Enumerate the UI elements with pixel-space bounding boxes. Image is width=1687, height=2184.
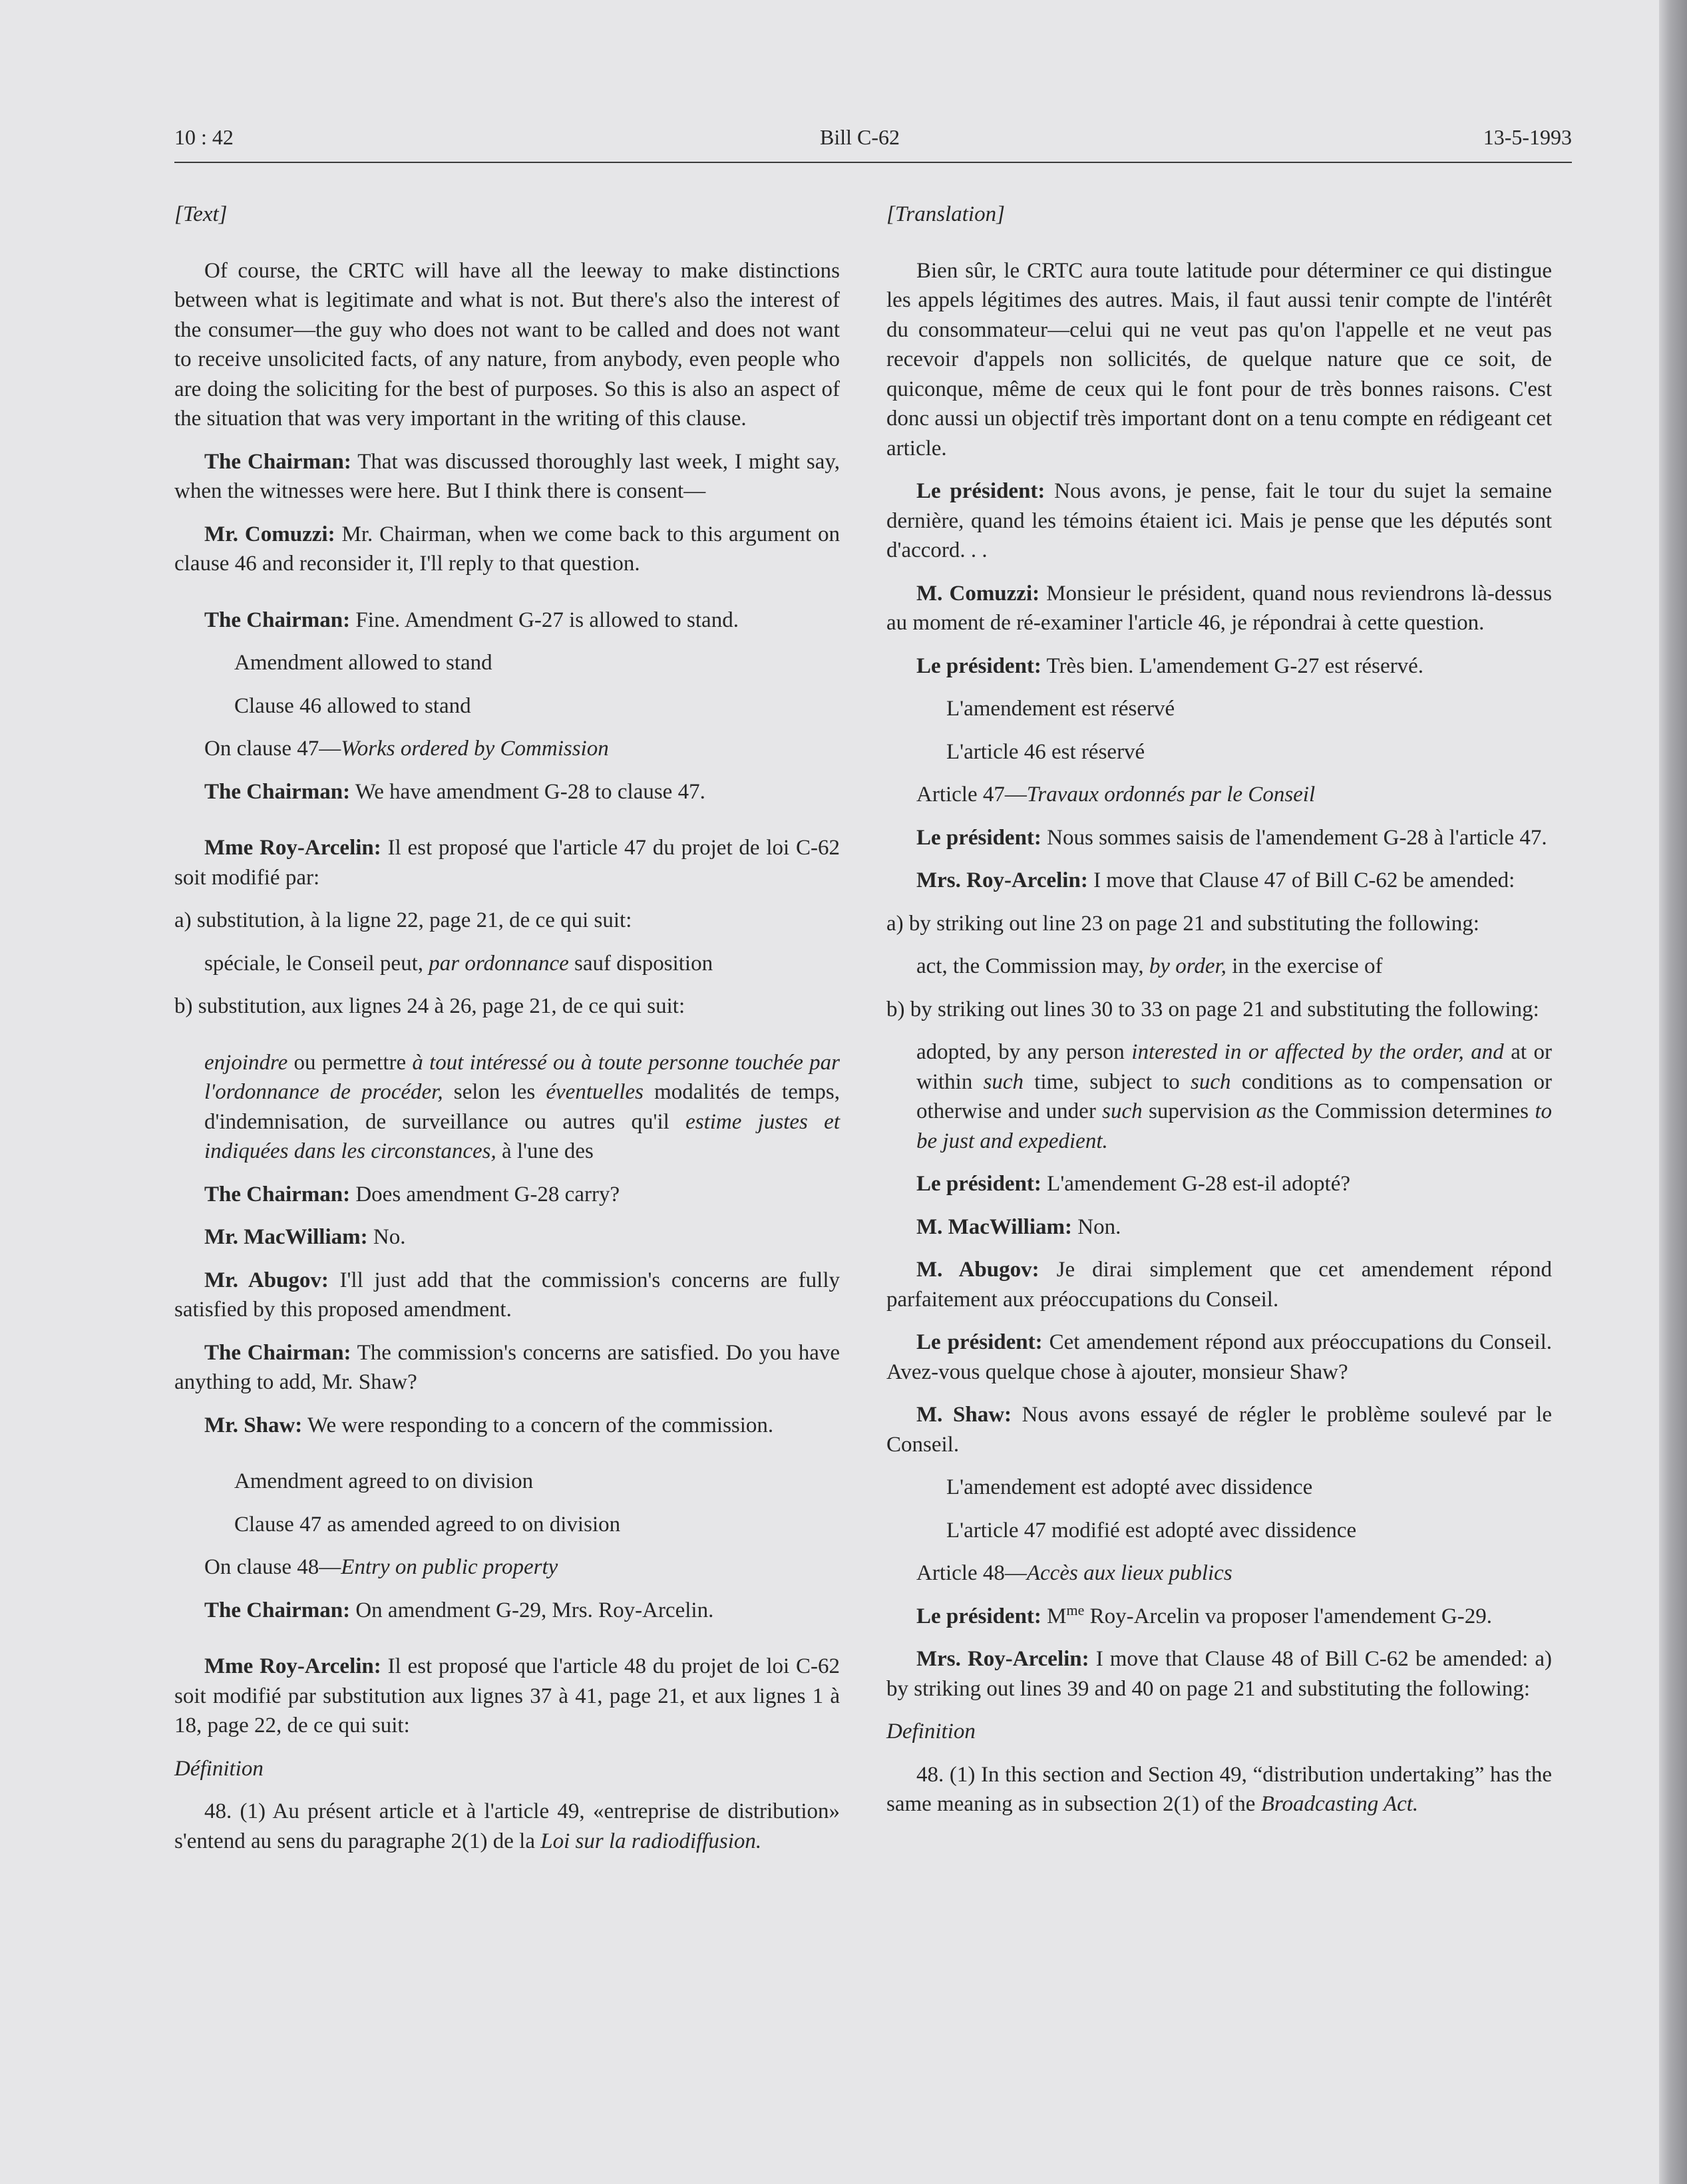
speaker-name: Mrs. Roy-Arcelin: [916,1647,1089,1671]
procedural-line: Clause 47 as amended agreed to on division [234,1512,621,1537]
paragraph: Mr. Abugov: I'll just add that the commission's concerns are fully satisfied by this proposed amendment. [174,1268,840,1322]
speaker-name: Mme Roy-Arcelin: [204,1654,381,1678]
clause-heading: On clause 48—Entry on public property [204,1555,558,1579]
amendment-item: a) by striking out line 23 on page 21 and substituting the following: [886,911,1479,936]
bill-title: Bill C-62 [820,125,900,149]
amendment-item: a) substitution, à la ligne 22, page 21, de ce qui suit: [174,908,632,932]
paragraph: 48. (1) In this section and Section 49, “distribution undertaking” has the same meaning as in subsection 2(1) of the Broadcasting Act. [886,1762,1552,1816]
amendment-text: adopted, by any person interested in or affected by the order, and at or within such time, subject to such conditions as to compensation or otherwise and under such supervision as the Commission determines to be just and expedient. [916,1040,1553,1153]
paragraph: The Chairman: That was discussed thoroughly last week, I might say, when the witnesses were here. But I think there is consent— [174,449,840,503]
paragraph: M. MacWilliam: Non. [916,1214,1121,1239]
header-date: 13-5-1993 [1483,125,1572,149]
speaker-name: The Chairman: [204,779,351,804]
speaker-name: Le président: [916,1604,1041,1628]
paragraph: Mr. MacWilliam: No. [204,1225,406,1249]
speaker-name: Le président: [916,479,1045,503]
paragraph: M. Comuzzi: Monsieur le président, quand nous reviendrons là-dessus au moment de ré-examiner l'article 46, je répondrai à cette question. [886,581,1552,635]
right-column [886,200,1552,1819]
speaker-name: Le président: [916,1172,1041,1196]
speaker-name: M. MacWilliam: [916,1214,1072,1239]
left-column [174,200,840,1856]
paragraph: M. Abugov: Je dirai simplement que cet amendement répond parfaitement aux préoccupations du Conseil. [886,1258,1553,1312]
paragraph: M. Shaw: Nous avons essayé de régler le problème soulevé par le Conseil. [886,1403,1552,1457]
procedural-line: L'amendement est réservé [946,697,1175,721]
paragraph: Le président: Nous sommes saisis de l'amendement G-28 à l'article 47. [916,825,1547,850]
paragraph: Mrs. Roy-Arcelin: I move that Clause 48 of Bill C-62 be amended: a) by striking out lines 39 and 40 on page 21 and substituting the following: [886,1647,1553,1701]
speaker-name: Le président: [916,1330,1043,1354]
page-edge-shadow [1659,0,1687,2184]
procedural-line: L'article 46 est réservé [946,739,1145,764]
speaker-name: The Chairman: [204,608,351,632]
paragraph: The Chairman: Fine. Amendment G-27 is allowed to stand. [204,608,739,632]
procedural-line: Amendment allowed to stand [234,651,492,675]
speaker-name: Le président: [916,825,1041,850]
amendment-item: b) by striking out lines 30 to 33 on page 21 and substituting the following: [886,997,1539,1021]
speaker-name: Mr. Abugov: [204,1268,329,1292]
clause-heading: Article 47—Travaux ordonnés par le Conseil [916,783,1316,807]
speaker-name: The Chairman: [204,1340,351,1365]
speaker-name: The Chairman: [204,449,351,474]
paragraph: Mme Roy-Arcelin: Il est proposé que l'article 48 du projet de loi C-62 soit modifié par substitution aux lignes 37 à 41, page 21, et aux lignes 1 à 18, page 22, de ce qui suit: [174,1654,840,1737]
speaker-name: M. Shaw: [916,1403,1012,1427]
paragraph: Le président: Nous avons, je pense, fait le tour du sujet la semaine dernière, quand les témoins étaient ici. Mais je pense que les députés sont d'accord. . . [886,479,1552,562]
translation-label: [Translation] [886,202,1005,226]
paragraph: The Chairman: On amendment G-29, Mrs. Roy-Arcelin. [204,1598,714,1622]
paragraph: Mr. Comuzzi: Mr. Chairman, when we come back to this argument on clause 46 and reconsider it, I'll reply to that question. [174,522,840,576]
paragraph: The Chairman: The commission's concerns are satisfied. Do you have anything to add, Mr. Shaw? [174,1340,841,1394]
speaker-name: M. Abugov: [916,1258,1039,1282]
amendment-item: b) substitution, aux lignes 24 à 26, page 21, de ce qui suit: [174,994,685,1018]
speaker-name: The Chairman: [204,1182,351,1206]
procedural-line: L'amendement est adopté avec dissidence [946,1475,1313,1499]
paragraph: Le président: L'amendement G-28 est-il adopté? [916,1172,1351,1196]
procedural-line: Amendment agreed to on division [234,1469,534,1493]
page-header [174,125,1572,165]
amendment-text: enjoindre ou permettre à tout intéressé ou à toute personne touchée par l'ordonnance de procéder, selon les éventuelles modalités de temps, d'indemnisation, de surveillance ou autres qu'il estime justes et indiquées dans les circonstances, à l'une des [204,1050,840,1163]
speaker-name: Mr. Shaw: [204,1413,303,1437]
procedural-line: L'article 47 modifié est adopté avec dissidence [946,1518,1357,1543]
page-number: 10 : 42 [174,125,234,149]
amendment-text: act, the Commission may, by order, in the exercise of [916,954,1383,978]
paragraph: Mr. Shaw: We were responding to a concern of the commission. [204,1413,774,1437]
paragraph: The Chairman: Does amendment G-28 carry? [204,1182,620,1206]
paragraph: Le président: $M^{me}$ Roy-Arcelin va proposer l'amendement G-29. [916,1601,1492,1628]
speaker-name: The Chairman: [204,1598,351,1622]
section-heading: Définition [174,1756,264,1781]
paragraph: Bien sûr, le CRTC aura toute latitude pour déterminer ce qui distingue les appels légitimes des autres. Mais, il faut aussi tenir compte de l'intérêt du consommateur—celui qui ne veut pas qu'on l'appelle et ne veut pas recevoir d'appels non sollicités, de quelque nature que ce soit, de quiconque, même de ceux qui le font pour de très bonnes raisons. C'est donc aussi un objectif très important dont on a tenu compte en rédigeant cet article. [886,258,1552,460]
speaker-name: Mme Roy-Arcelin: [204,836,381,860]
speaker-name: Mr. Comuzzi: [204,522,335,546]
paragraph: Le président: Cet amendement répond aux préoccupations du Conseil. Avez-vous quelque chose à ajouter, monsieur Shaw? [886,1330,1552,1384]
header-rule [174,162,1572,163]
paragraph: Of course, the CRTC will have all the leeway to make distinctions between what is legitimate and what is not. But there's also the interest of the consumer—the guy who does not want to be called and does not want to receive unsolicited facts, of any nature, from anybody, even people who are doing the soliciting for the best of purposes. So this is also an aspect of the situation that was very important in the writing of this clause. [174,258,840,431]
clause-heading: On clause 47—Works ordered by Commission [204,737,609,761]
speaker-name: M. Comuzzi: [916,581,1040,606]
paragraph: The Chairman: We have amendment G-28 to clause 47. [204,779,705,804]
paragraph: 48. (1) Au présent article et à l'article 49, «entreprise de distribution» s'entend au sens du paragraphe 2(1) de la Loi sur la radiodiffusion. [174,1799,840,1853]
amendment-text: spéciale, le Conseil peut, par ordonnance sauf disposition [204,951,713,976]
section-heading: Definition [886,1720,976,1743]
text-label: [Text] [174,202,228,226]
procedural-line: Clause 46 allowed to stand [234,693,471,718]
paragraph: Mme Roy-Arcelin: Il est proposé que l'article 47 du projet de loi C-62 soit modifié par: [174,836,840,890]
paragraph: Le président: Très bien. L'amendement G-27 est réservé. [916,653,1424,678]
clause-heading: Article 48—Accès aux lieux publics [916,1561,1232,1585]
speaker-name: Le président: [916,653,1041,678]
speaker-name: Mr. MacWilliam: [204,1225,368,1249]
paragraph: Mrs. Roy-Arcelin: I move that Clause 47 of Bill C-62 be amended: [916,868,1515,892]
speaker-name: Mrs. Roy-Arcelin: [916,868,1088,892]
